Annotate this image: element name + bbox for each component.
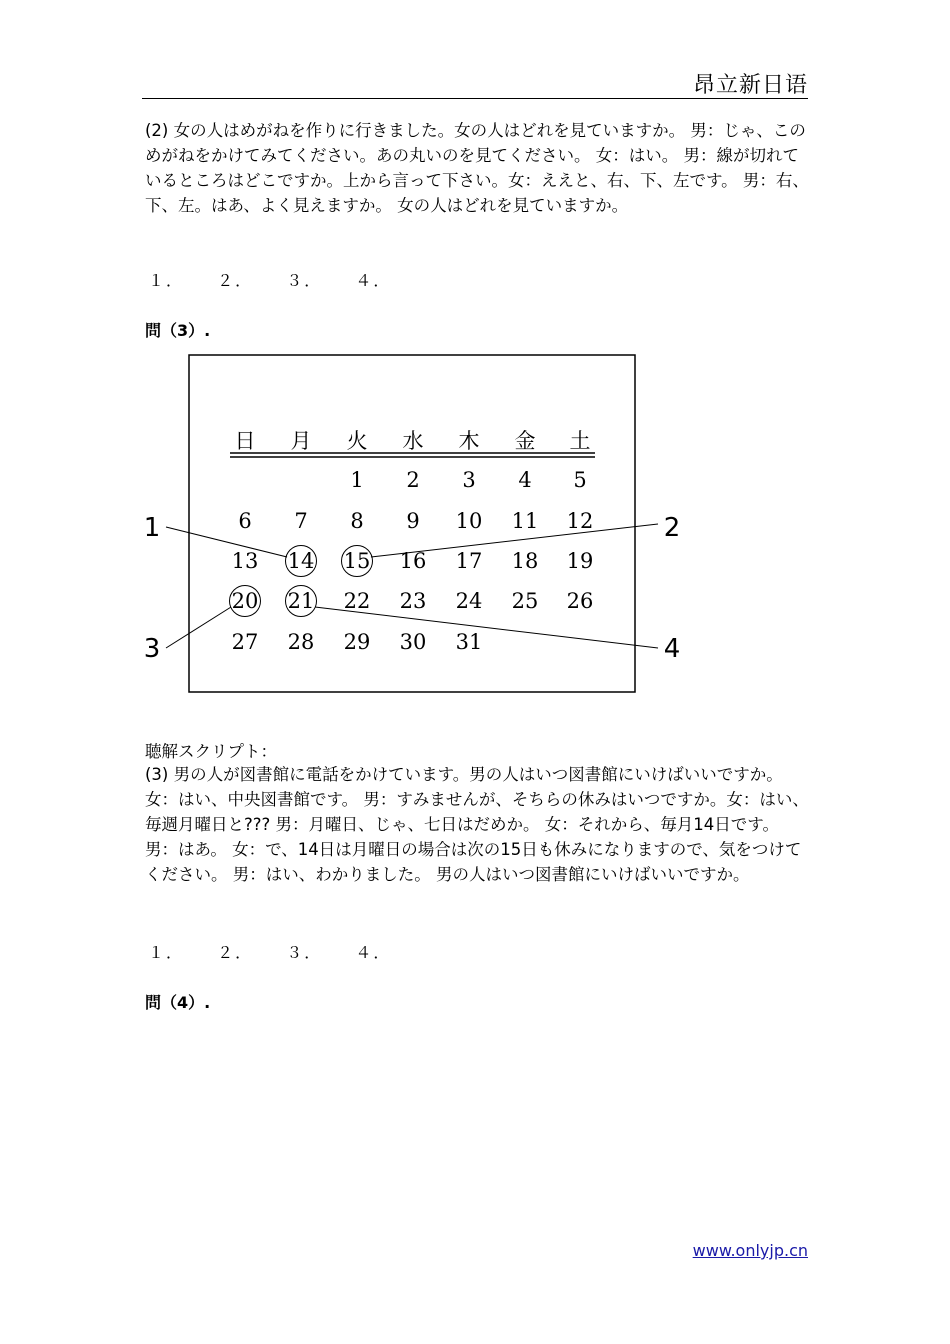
option-3: ３． (286, 943, 323, 962)
weekday-label: 水 (402, 429, 424, 453)
calendar-day: 26 (566, 589, 594, 613)
callout-number: 3 (143, 634, 161, 664)
option-3: ３． (286, 271, 323, 290)
option-2: ２． (217, 271, 254, 290)
calendar-day: 25 (511, 589, 539, 613)
calendar-day: 13 (231, 549, 259, 573)
calendar-day: 28 (287, 630, 315, 654)
weekday-label: 月 (290, 429, 312, 453)
calendar-day: 1 (350, 468, 364, 492)
day-grid (230, 468, 594, 654)
question-3-label: 問（3）. (145, 321, 211, 340)
calendar-day: 7 (294, 509, 308, 533)
callout-number: 4 (663, 634, 681, 664)
calendar-day: 17 (455, 549, 483, 573)
option-4: ４． (355, 943, 392, 962)
calendar-day: 14 (287, 549, 315, 573)
callout-number: 1 (143, 513, 161, 543)
calendar-day: 10 (455, 509, 483, 533)
callout-line (166, 527, 287, 557)
calendar-day: 11 (511, 509, 539, 533)
header-rule (142, 98, 808, 99)
calendar-day: 4 (518, 468, 532, 492)
calendar-day: 5 (573, 468, 587, 492)
callout-line (166, 607, 231, 648)
callout-number: 2 (663, 513, 681, 543)
calendar-svg (140, 350, 700, 700)
section2-options (148, 268, 417, 291)
option-2: ２． (217, 943, 254, 962)
weekday-label: 木 (458, 429, 480, 453)
weekday-label: 日 (234, 429, 256, 453)
calendar-day: 20 (231, 589, 259, 613)
calendar-day: 2 (406, 468, 420, 492)
calendar-day: 12 (566, 509, 594, 533)
weekday-label: 土 (569, 429, 591, 453)
calendar-day: 21 (287, 589, 315, 613)
calendar-day: 6 (238, 509, 252, 533)
calendar-day: 22 (343, 589, 371, 613)
calendar-day: 23 (399, 589, 427, 613)
calendar-day: 31 (455, 630, 483, 654)
option-1: １． (148, 943, 185, 962)
weekday-label: 金 (514, 429, 536, 453)
script3-text: (3) 男の人が図書館に電話をかけています。男の人はいつ図書館にいけばいいですか。 女：はい、中央図書館です。 男：すみませんが、そちらの休みはいつですか。女：はい、毎週月曜日と??? 男：月曜日、じゃ、七日はだめか。 女：それから、毎月14日です。 男：はあ。 女：で、14日は月曜日の場合は次の15日も休みになりますので、気をつけてください。 男：はい、わかりました。 男の人はいつ図書館にいけばいいですか。 (145, 765, 809, 884)
section2-text: (2) 女の人はめがねを作りに行きました。女の人はどれを見ていますか。 男：じゃ、このめがねをかけてみてください。あの丸いのを見てください。 女：はい。 男：線が切れているところはどこですか。上から言って下さい。女：ええと、右、下、左です。 男：右、下、左。はあ、よく見えますか。 女の人はどれを見ていますか。 (145, 121, 809, 215)
option-1: １． (148, 271, 185, 290)
section3-options (148, 940, 417, 963)
calendar-day: 30 (399, 630, 427, 654)
calendar-day: 3 (462, 468, 476, 492)
weekday-label: 火 (346, 429, 368, 453)
calendar-day: 19 (566, 549, 594, 573)
question-4-label: 問（4）. (145, 993, 211, 1012)
weekday-row (235, 429, 591, 453)
footer-link[interactable]: www.onlyjp.cn (692, 1241, 808, 1260)
calendar-figure (140, 350, 700, 700)
calendar-day: 8 (350, 509, 364, 533)
calendar-day: 27 (231, 630, 259, 654)
script-heading: 聴解スクリプト： (145, 742, 277, 761)
calendar-day: 16 (399, 549, 427, 573)
option-4: ４． (355, 271, 392, 290)
calendar-day: 9 (406, 509, 420, 533)
calendar-day: 29 (343, 630, 371, 654)
calendar-day: 24 (455, 589, 483, 613)
brand-header: 昂立新日语 (692, 73, 808, 98)
calendar-day: 15 (343, 549, 371, 573)
calendar-day: 18 (511, 549, 539, 573)
